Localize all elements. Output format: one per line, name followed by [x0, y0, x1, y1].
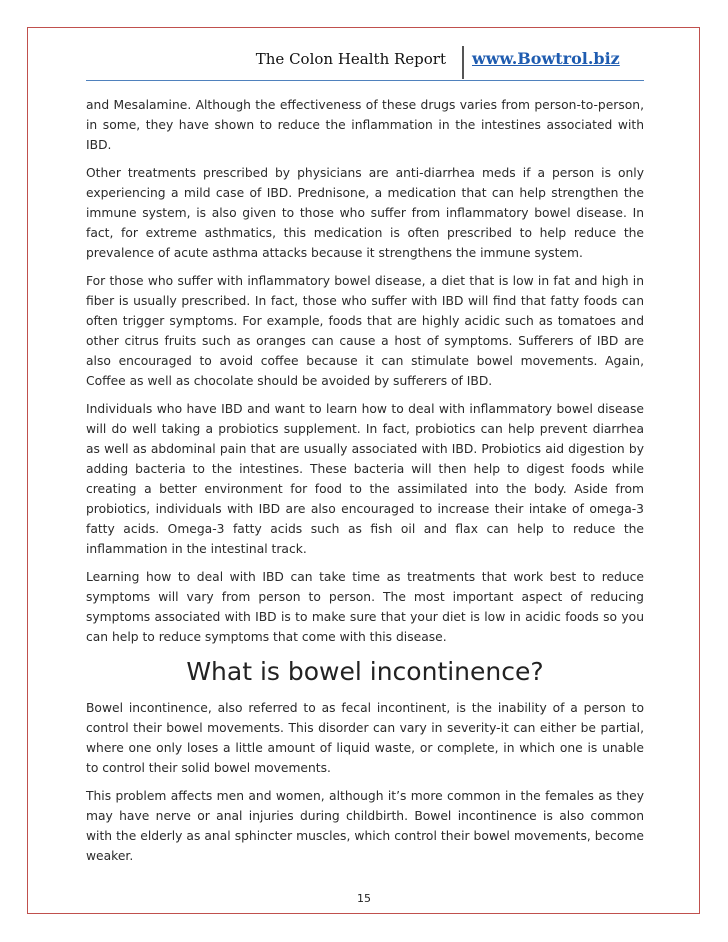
paragraph-definition: Bowel incontinence, also referred to as fecal incontinent, is the inability of a person to control their bowel movements. This disorder can vary in severity-it can either be partial, where one only loses a little amount of liquid waste, or complete, in which one is unable to control their solid bowel movements.: [86, 701, 644, 775]
paragraph-affects: This problem affects men and women, although it’s more common in the females as they may have nerve or anal injuries during childbirth. Bowel incontinence is also common with the elderly as anal sphincter muscles, which control their bowel movements, become weaker.: [86, 789, 644, 863]
header-website-link[interactable]: www.Bowtrol.biz: [472, 49, 620, 68]
paragraph-diet: For those who suffer with inflammatory bowel disease, a diet that is low in fat and high in fiber is usually prescribed. In fact, those who suffer with IBD will find that fatty foods can often trigger symptoms. For example, foods that are highly acidic such as tomatoes and other citrus fruits such as oranges can cause a host of symptoms. Sufferers of IBD are also encouraged to avoid coffee because it can stimulate bowel movements. Again, Coffee as well as chocolate should be avoided by sufferers of IBD.: [86, 274, 644, 388]
page-number: 15: [357, 892, 371, 905]
section-heading: What is bowel incontinence?: [186, 657, 544, 686]
paragraph-probiotics: Individuals who have IBD and want to learn how to deal with inflammatory bowel disease will do well taking a probiotics supplement. In fact, probiotics can help prevent diarrhea as well as abdominal pain that are usually associated with IBD. Probiotics aid digestion by adding bacteria to the intestines. These bacteria will then help to digest foods while creating a better environment for food to the assimilated into the body. Aside from probiotics, individuals with IBD are also encouraged to increase their intake of omega-3 fatty acids. Omega-3 fatty acids such as fish oil and flax can help to reduce the inflammation in the intestinal track.: [86, 402, 644, 556]
page-header: [86, 46, 644, 81]
paragraph-learning: Learning how to deal with IBD can take time as treatments that work best to reduce symptoms will vary from person to person. The most important aspect of reducing symptoms associated with IBD is to make sure that your diet is low in acidic foods so you can help to reduce symptoms that come with this disease.: [86, 570, 644, 644]
paragraph-mesalamine: and Mesalamine. Although the effectiveness of these drugs varies from person-to-person, in some, they have shown to reduce the inflammation in the intestines associated with IBD.: [86, 98, 644, 152]
header-divider: [462, 46, 464, 79]
page-content: [86, 95, 644, 874]
paragraph-other-treatments: Other treatments prescribed by physicians are anti-diarrhea meds if a person is only experiencing a mild case of IBD. Prednisone, a medication that can help strengthen the immune system, is also given to those who suffer from inflammatory bowel disease. In fact, for extreme asthmatics, this medication is often prescribed to help reduce the prevalence of acute asthma attacks because it strengthens the immune system.: [86, 166, 644, 260]
header-title: The Colon Health Report: [255, 50, 446, 68]
